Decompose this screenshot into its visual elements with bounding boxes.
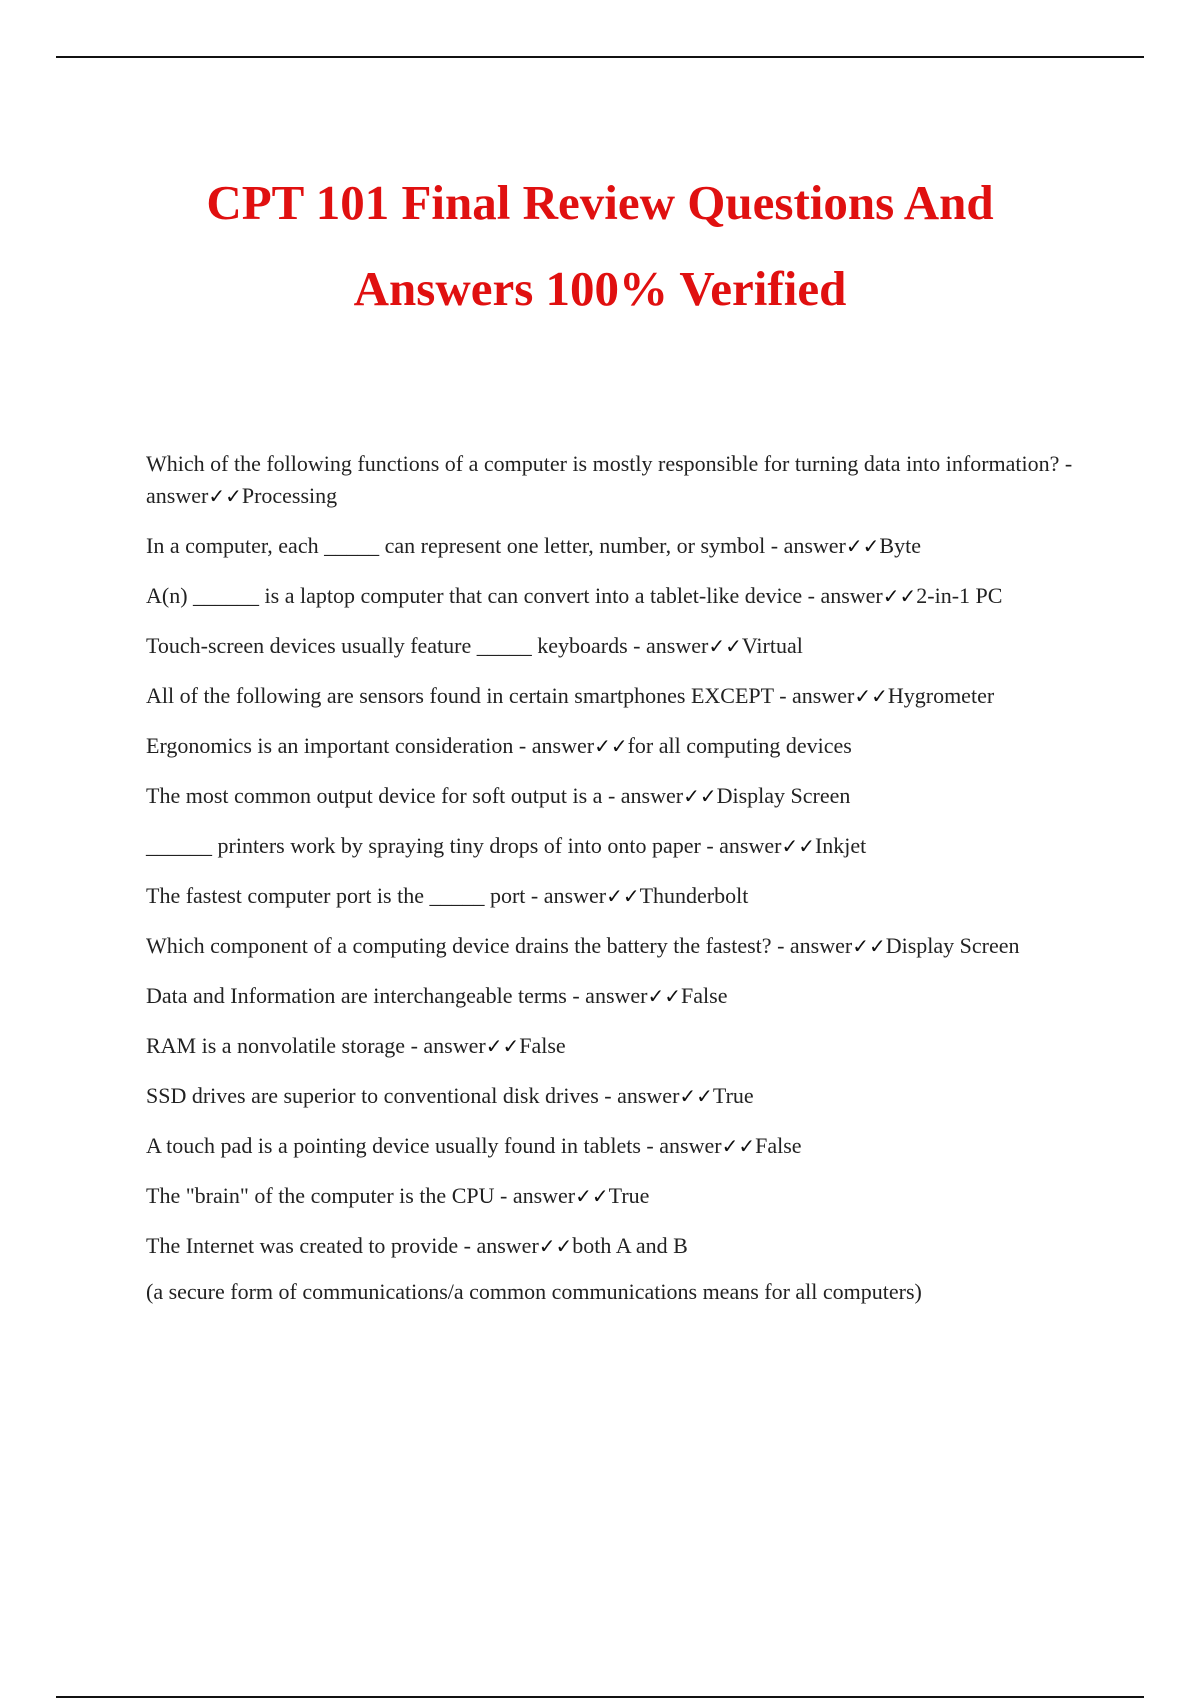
answer-prefix: - answer	[602, 783, 684, 808]
question-text: ______ printers work by spraying tiny drops of into onto paper	[146, 833, 701, 858]
question-text: A touch pad is a pointing device usually found in tablets	[146, 1133, 641, 1158]
answer-note: (a secure form of communications/a common communications means for all computers)	[146, 1279, 922, 1304]
qa-item	[146, 530, 1086, 562]
qa-item	[146, 780, 1086, 812]
answer-prefix: - answer	[802, 583, 883, 608]
question-text: A(n) ______ is a laptop computer that can convert into a tablet-like device	[146, 583, 803, 608]
question-text: All of the following are sensors found in certain smartphones EXCEPT	[146, 683, 774, 708]
question-text: RAM is a nonvolatile storage	[146, 1033, 406, 1058]
answer-prefix: - answer	[773, 683, 855, 708]
answer-prefix: - answer	[525, 883, 607, 908]
qa-item	[146, 930, 1086, 962]
answer-text: False	[519, 1033, 566, 1058]
check-mark-icon: ✓✓	[606, 884, 640, 908]
check-mark-icon: ✓✓	[708, 634, 742, 658]
qa-item	[146, 830, 1086, 862]
qa-item	[146, 730, 1086, 762]
check-mark-icon: ✓✓	[882, 584, 917, 608]
question-text: Which component of a computing device drains the battery the fastest?	[146, 933, 772, 958]
answer-text: False	[755, 1133, 802, 1158]
answer-text: True	[608, 1183, 650, 1208]
qa-item	[146, 1080, 1086, 1112]
check-mark-icon: ✓✓	[781, 834, 815, 858]
check-mark-icon: ✓✓	[575, 1184, 609, 1208]
qa-item	[146, 880, 1086, 912]
answer-text: Virtual	[741, 633, 803, 658]
check-mark-icon: ✓✓	[647, 984, 682, 1008]
question-text: In a computer, each _____ can represent one letter, number, or symbol	[146, 533, 766, 558]
answer-text: Processing	[241, 483, 338, 508]
answer-text: Display Screen	[716, 783, 851, 808]
answer-prefix: - answer	[627, 633, 709, 658]
question-text: Touch-screen devices usually feature _____ keyboards	[146, 633, 628, 658]
check-mark-icon: ✓✓	[538, 1234, 573, 1258]
qa-item	[146, 580, 1086, 612]
answer-prefix: - answer	[771, 933, 853, 958]
document-title	[0, 160, 1200, 332]
qa-list	[146, 448, 1086, 1326]
answer-prefix: - answer	[458, 1233, 539, 1258]
question-text: The most common output device for soft output is a	[146, 783, 603, 808]
answer-text: Thunderbolt	[639, 883, 749, 908]
answer-text: True	[712, 1083, 754, 1108]
question-text: SSD drives are superior to conventional disk drives	[146, 1083, 599, 1108]
answer-text: Inkjet	[814, 833, 867, 858]
check-mark-icon: ✓✓	[679, 1084, 713, 1108]
answer-text: False	[681, 983, 728, 1008]
answer-text: Display Screen	[885, 933, 1020, 958]
check-mark-icon: ✓✓	[683, 784, 717, 808]
qa-item	[146, 1180, 1086, 1212]
qa-item	[146, 680, 1086, 712]
check-mark-icon: ✓✓	[852, 934, 886, 958]
qa-item	[146, 1130, 1086, 1162]
answer-prefix: - answer	[598, 1083, 680, 1108]
answer-prefix: - answer	[405, 1033, 486, 1058]
question-text: Ergonomics is an important consideration	[146, 733, 514, 758]
top-rule	[56, 56, 1144, 58]
qa-item	[146, 1030, 1086, 1062]
answer-text: both A and B	[572, 1233, 688, 1258]
answer-prefix: - answer	[146, 451, 1078, 508]
qa-item	[146, 980, 1086, 1012]
qa-item	[146, 448, 1086, 512]
answer-text: for all computing devices	[627, 733, 852, 758]
answer-prefix: - answer	[700, 833, 782, 858]
title-line-1: CPT 101 Final Review Questions And	[206, 175, 994, 230]
answer-text: Byte	[879, 533, 921, 558]
check-mark-icon: ✓✓	[485, 1034, 520, 1058]
answer-prefix: - answer	[513, 733, 595, 758]
question-text: The fastest computer port is the _____ port	[146, 883, 526, 908]
answer-prefix: - answer	[640, 1133, 722, 1158]
check-mark-icon: ✓✓	[208, 484, 242, 508]
check-mark-icon: ✓✓	[721, 1134, 756, 1158]
bottom-rule	[56, 1696, 1144, 1698]
answer-text: 2-in-1 PC	[916, 583, 1003, 608]
check-mark-icon: ✓✓	[854, 684, 888, 708]
answer-prefix: - answer	[494, 1183, 576, 1208]
answer-prefix: - answer	[765, 533, 846, 558]
answer-text: Hygrometer	[887, 683, 995, 708]
check-mark-icon: ✓✓	[594, 734, 628, 758]
question-text: The Internet was created to provide	[146, 1233, 459, 1258]
question-text: Which of the following functions of a computer is mostly responsible for turning data into information?	[146, 451, 1060, 476]
qa-item	[146, 1230, 1086, 1262]
check-mark-icon: ✓✓	[845, 534, 880, 558]
qa-item	[146, 630, 1086, 662]
answer-prefix: - answer	[566, 983, 648, 1008]
title-line-2: Answers 100% Verified	[353, 261, 847, 316]
question-text: The "brain" of the computer is the CPU	[146, 1183, 495, 1208]
question-text: Data and Information are interchangeable terms	[146, 983, 567, 1008]
